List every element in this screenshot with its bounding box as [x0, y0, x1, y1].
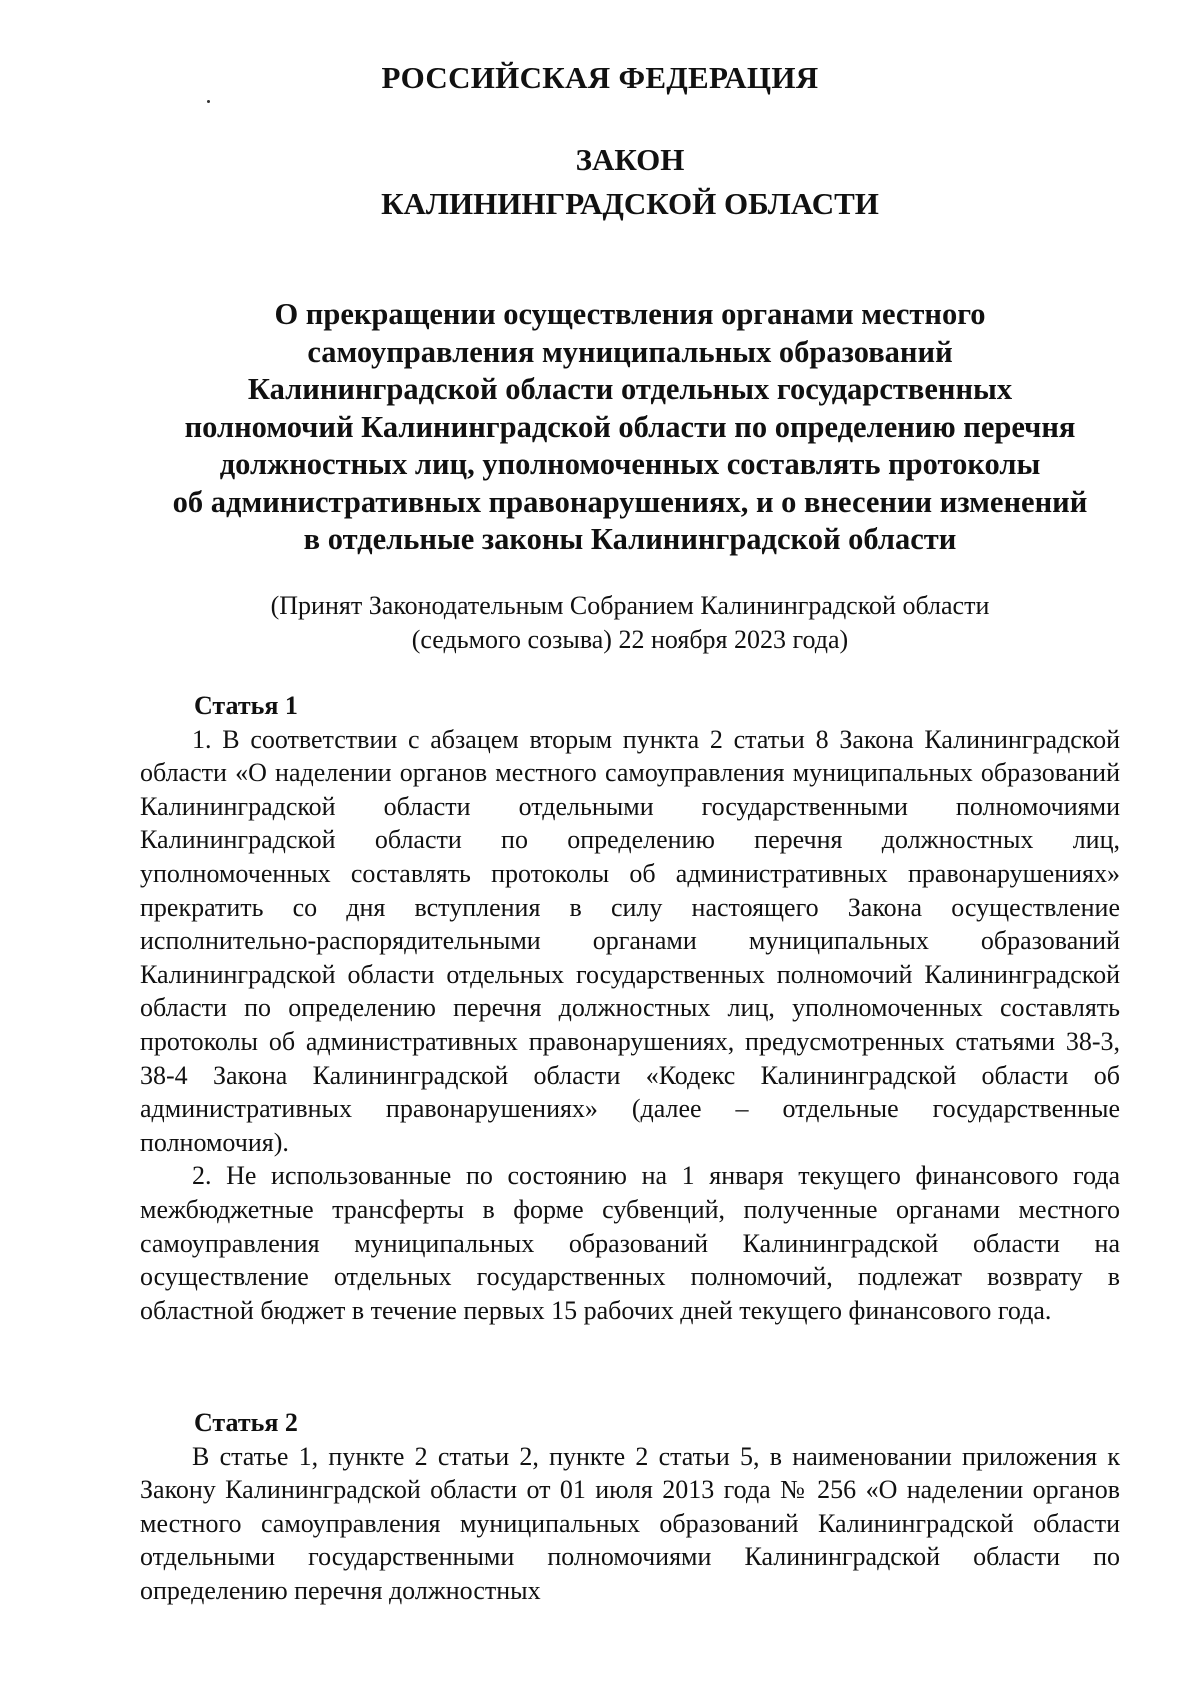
law-title-line: должностных лиц, уполномоченных составлять протоколы — [219, 447, 1041, 481]
article-paragraph: 2. Не использованные по состоянию на 1 января текущего финансового года межбюджетные трансферты в форме субвенций, полученные органами местного самоуправления муниципальных образований Калининградской области на осуществление отдельных государственных полномочий, подлежат возврату в областной бюджет в течение первых 15 рабочих дней текущего финансового года. — [140, 1161, 1120, 1325]
adoption-line: (Принят Законодательным Собранием Калининградской области — [270, 591, 990, 620]
adoption-note — [130, 589, 1130, 657]
law-title-line: об административных правонарушениях, и о внесении изменений — [172, 484, 1088, 519]
law-heading: ЗАКОН — [575, 142, 685, 177]
country-heading: РОССИЙСКАЯ ФЕДЕРАЦИЯ — [381, 60, 819, 95]
article-heading: Статья 1 — [194, 691, 298, 720]
article-paragraph: 1. В соответствии с абзацем вторым пункта 2 статьи 8 Закона Калининградской области «О наделении органов местного самоуправления муниципальных образований Калининградской области отдельными государственными полномочиями Калининградской области по определению перечня должностных лиц, уполномоченных составлять протоколы об административных правонарушениях» прекратить со дня вступления в силу настоящего Закона осуществление исполнительно-распорядительными органами муниципальных образований Калининградской области отдельных государственных полномочий Калининградской области по определению перечня должностных лиц, уполномоченных составлять протоколы об административных правонарушениях, предусмотренных статьями 38-3, 38-4 Закона Калининградской области «Кодекс Калининградской области об административных правонарушениях» (далее – отдельные государственные полномочия). — [140, 724, 1120, 1157]
law-title-line: О прекращении осуществления органами местного — [274, 297, 986, 331]
scan-speck — [207, 100, 210, 103]
article-2 — [140, 1406, 1120, 1608]
article-heading: Статья 2 — [194, 1408, 298, 1437]
law-title-line: полномочий Калининградской области по определению перечня — [184, 409, 1076, 444]
law-title-line: самоуправления муниципальных образований — [307, 334, 953, 369]
adoption-line: (седьмого созыва) 22 ноября 2023 года) — [411, 625, 849, 654]
law-title-line: Калининградской области отдельных государственных — [247, 372, 1013, 406]
article-1 — [140, 689, 1120, 1327]
law-title — [130, 296, 1130, 559]
region-heading: КАЛИНИНГРАДСКОЙ ОБЛАСТИ — [381, 186, 879, 221]
law-title-line: в отдельные законы Калининградской области — [303, 522, 957, 556]
article-paragraph: В статье 1, пункте 2 статьи 2, пункте 2 статьи 5, в наименовании приложения к Закону Калининградской области от 01 июля 2013 года № 256 «О наделении органов местного самоуправления муниципальных образований Калининградской области отдельными государственными полномочиями Калининградской области по определению перечня должностных — [140, 1441, 1120, 1605]
